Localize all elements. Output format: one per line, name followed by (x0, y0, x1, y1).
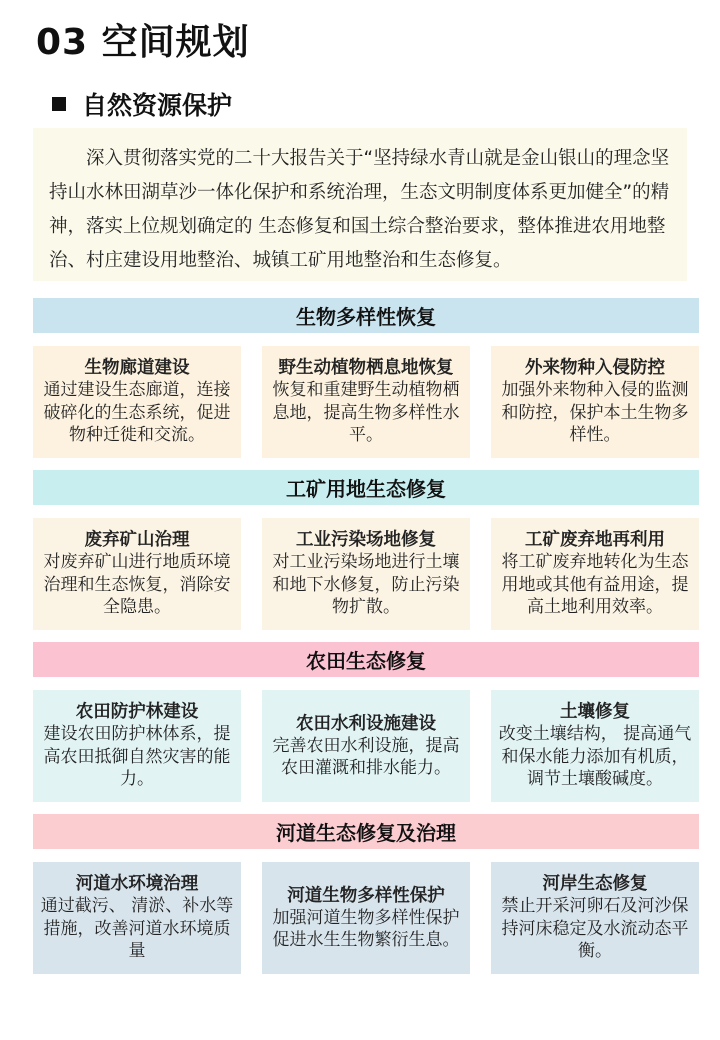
card-river-3 (491, 862, 699, 974)
card-farmland-2 (262, 690, 470, 802)
card-river-1 (33, 862, 241, 974)
card-desc: 加强外来物种入侵的监测和防控，保护本土生物多样性。 (501, 380, 689, 446)
card-desc: 完善农田水利设施，提高农田灌溉和排水能力。 (272, 735, 460, 778)
band-label: 工矿用地生态修复 (286, 477, 446, 501)
intro-text: 深入贯彻落实党的二十大报告关于“坚持绿水青山就是金山银山的理念坚持山水林田湖草沙一体化保护和系统治理，生态文明制度体系更加健全”的精神，落实上位规划确定的 生态修复和国土综合整治要求，整体推进农用地整治、村庄建设用地整治、城镇工矿用地整治和生态修复。 (49, 148, 670, 271)
card-title: 河道水环境治理 (75, 874, 199, 895)
square-bullet-icon (52, 97, 66, 111)
card-title: 河岸生态修复 (542, 874, 648, 895)
card-farmland-1 (33, 690, 241, 802)
card-biodiversity-1 (33, 346, 241, 458)
band-label: 河道生态修复及治理 (276, 821, 456, 845)
card-farmland-3 (491, 690, 699, 802)
card-desc: 恢复和重建野生动植物栖息地，提高生物多样性水平。 (272, 380, 460, 446)
card-title: 河道生物多样性保护 (287, 885, 445, 906)
band-label: 生物多样性恢复 (296, 305, 436, 329)
card-title: 农田水利设施建设 (296, 713, 436, 734)
card-title: 外来物种入侵防控 (525, 358, 665, 379)
card-title: 野生动植物栖息地恢复 (278, 358, 454, 379)
card-desc: 加强河道生物多样性保护促进水生生物繁衍生息。 (272, 907, 460, 950)
card-desc: 禁止开采河卵石及河沙保持河床稳定及水流动态平衡。 (501, 896, 689, 962)
section-heading (52, 86, 232, 122)
page-title: 03 空间规划 (36, 22, 250, 63)
card-title: 生物廊道建设 (84, 358, 190, 379)
intro-box (33, 128, 687, 281)
card-desc: 建设农田防护林体系，提高农田抵御自然灾害的能力。 (43, 724, 231, 790)
card-mining-1 (33, 518, 241, 630)
card-desc: 对工业污染场地进行土壤和地下水修复，防止污染物扩散。 (272, 552, 460, 618)
card-desc: 通过建设生态廊道，连接破碎化的生态系统，促进物种迁徙和交流。 (43, 380, 231, 446)
card-biodiversity-3 (491, 346, 699, 458)
card-mining-2 (262, 518, 470, 630)
band-mining-land (33, 470, 699, 505)
card-desc: 改变土壤结构， 提高通气和保水能力添加有机质， 调节土壤酸碱度。 (498, 724, 692, 790)
card-biodiversity-2 (262, 346, 470, 458)
card-desc: 将工矿废弃地转化为生态用地或其他有益用途，提高土地利用效率。 (501, 552, 689, 618)
band-farmland (33, 642, 699, 677)
card-river-2 (262, 862, 470, 974)
card-title: 土壤修复 (560, 702, 630, 723)
card-mining-3 (491, 518, 699, 630)
card-title: 工业污染场地修复 (296, 530, 436, 551)
card-desc: 通过截污、 清淤、补水等措施，改善河道水环境质量 (40, 896, 234, 962)
card-desc: 对废弃矿山进行地质环境治理和生态恢复，消除安全隐患。 (43, 552, 231, 618)
card-title: 农田防护林建设 (75, 702, 199, 723)
card-title: 工矿废弃地再利用 (525, 530, 665, 551)
band-label: 农田生态修复 (306, 649, 426, 673)
card-title: 废弃矿山治理 (84, 530, 190, 551)
band-river (33, 814, 699, 849)
section-heading-label: 自然资源保护 (82, 91, 233, 120)
band-biodiversity (33, 298, 699, 333)
